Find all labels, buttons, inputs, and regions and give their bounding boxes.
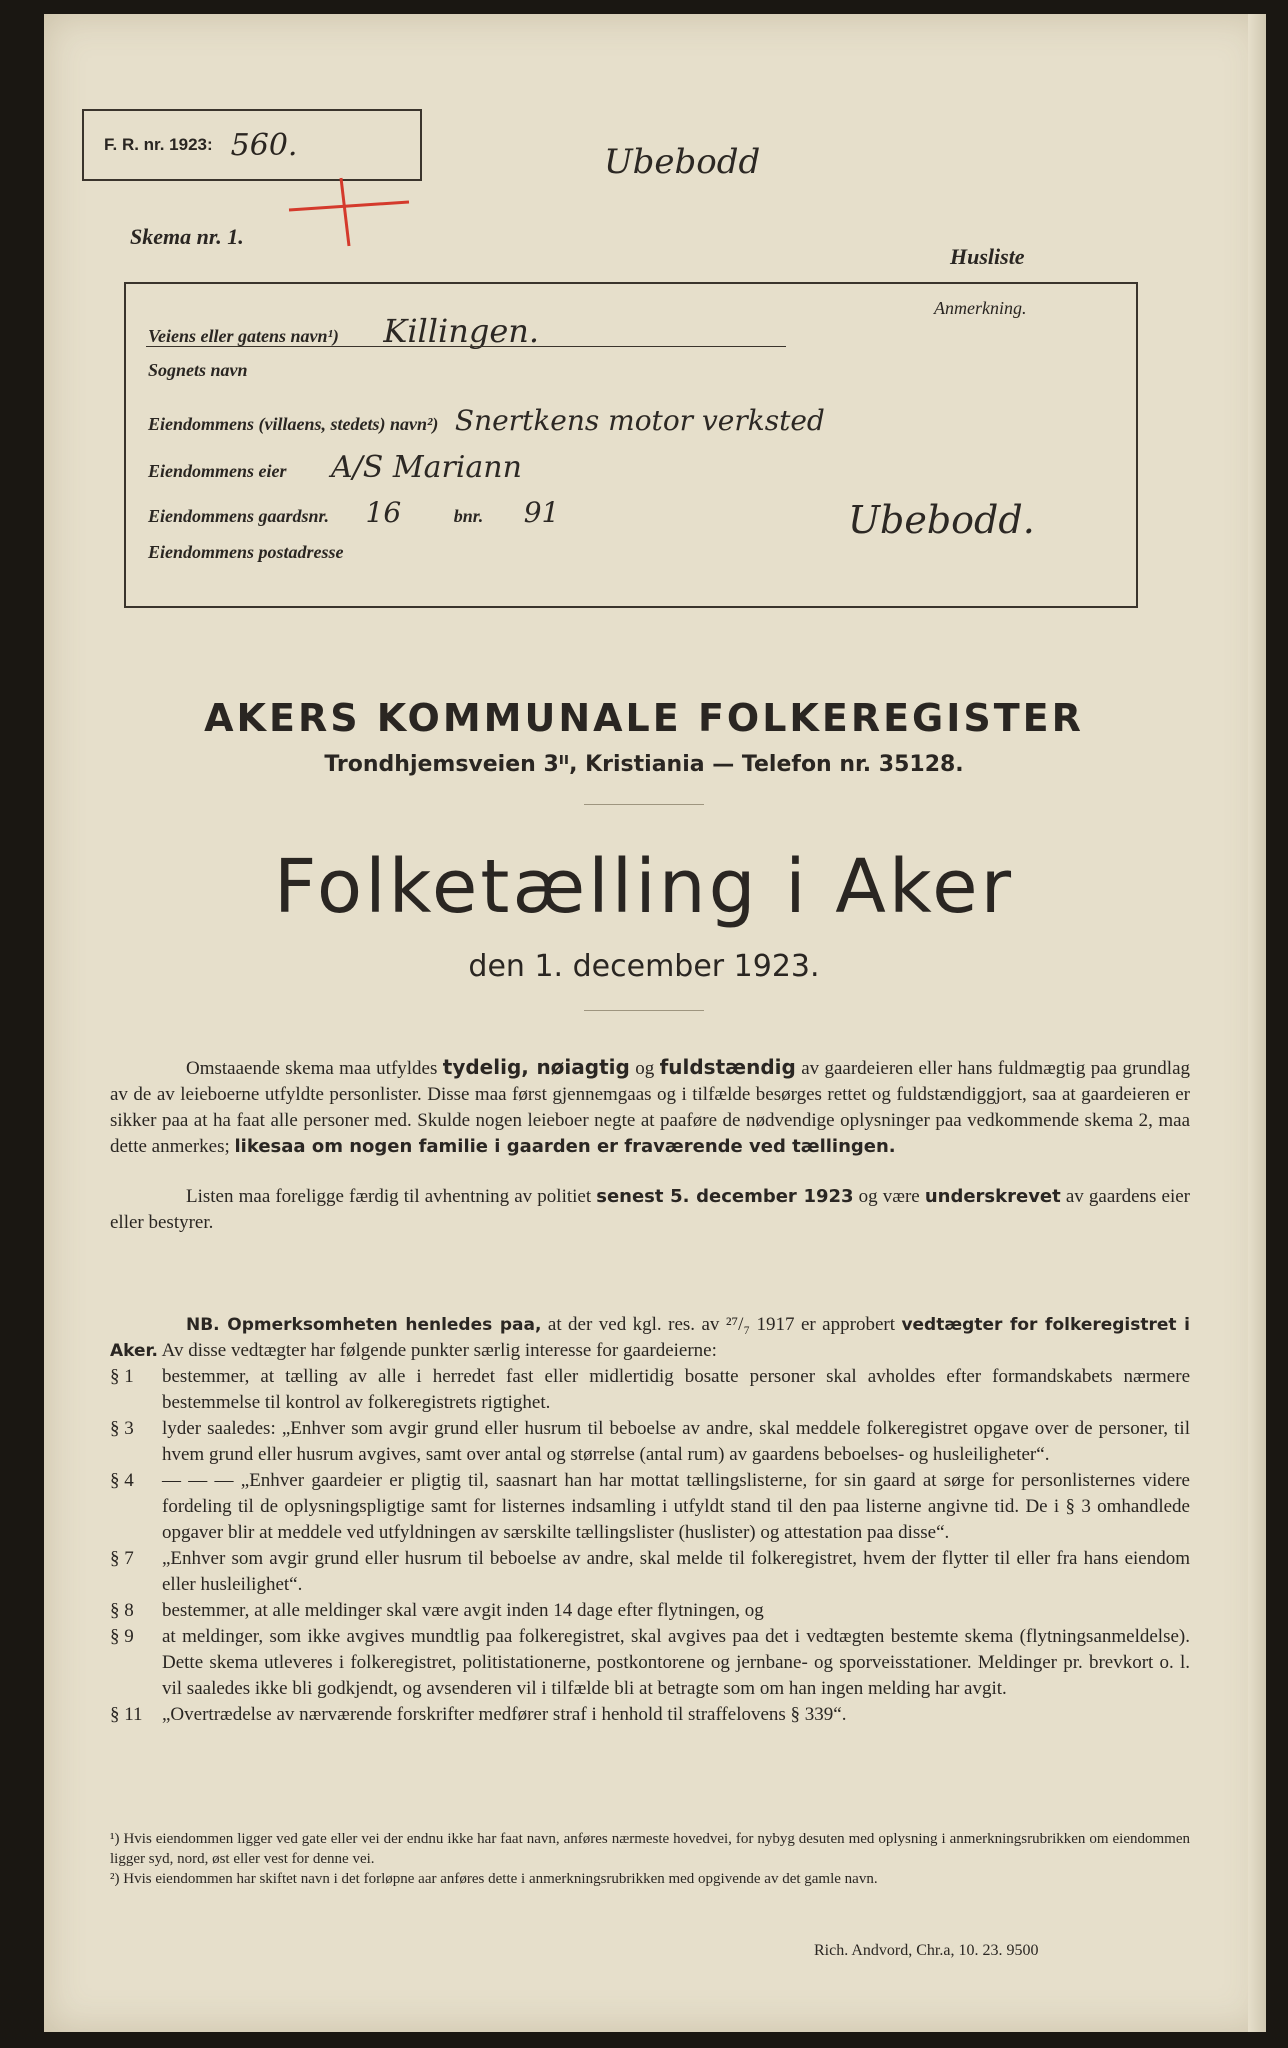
row-value: 16 [365, 496, 402, 529]
emphasis: vedtægter for folkeregistret i Aker. [110, 1315, 1190, 1361]
statute-item [110, 1546, 1190, 1598]
emphasis: fuldstændig [659, 1055, 796, 1079]
text: at der ved kgl. res. av ²⁷/₇ 1917 er approbert [541, 1314, 902, 1335]
skema-label: Skema nr. 1. [130, 224, 244, 249]
emphasis: senest 5. december 1923 [596, 1186, 854, 1207]
statute-text: at meldinger, som ikke avgives mundtlig paa folkeregistret, skal avgives paa det i vedtægten bestemte skema (flytningsanmeldelse). Dette skema utleveres i folkeregistret, politistationerne, postkontorene og jernbane- og sporveisstationer. Meldinger pr. brevkort o. l. vil saaledes ikke bli godkjendt, og avsenderen vil i tilfælde bli at betragte som om han ingen melding har avgit. [162, 1626, 1190, 1699]
footnote: ²) Hvis eiendommen har skiftet navn i det forløpne aar anføres dette i anmerkningsrubrikken med opgivende av det gamle navn. [110, 1871, 878, 1887]
top-handwriting: Ubebodd [604, 142, 761, 182]
bnr-value: 91 [523, 496, 560, 529]
red-cross-mark [279, 172, 419, 252]
row-label: Eiendommens eier [148, 461, 287, 481]
text: av gaardeieren eller hans fuldmægtig paa grundlag av de av leieboerne utfyldte personlister. Disse maa først gjennemgaas og i tilfælde besørges rettet og fuldstændiggjort, saa at gaardeieren er sikker paa at ha faat alle personer med. Skulde nogen leieboer negte at paaføre de nødvendige oplysninger paa vedkommende skema 2, maa dette anmerkes; [110, 1058, 1190, 1157]
instructions-paragraph [110, 1054, 1190, 1160]
row-street [148, 312, 539, 350]
row-value: A/S Mariann [331, 450, 522, 485]
emphasis: likesaa om nogen familie i gaarden er fraværende ved tællingen. [234, 1136, 896, 1157]
statute-number: § 1 [110, 1366, 134, 1387]
statute-text: lyder saaledes: „Enhver som avgir grund eller husrum til beboelse av andre, skal meddele folkeregistret opgave over de personer, til hvem grund eller husrum avgives, samt over antal og størrelse (antal rum) av gaardens beboelses- og husleiligheter“. [162, 1418, 1190, 1465]
statute-item [110, 1598, 1190, 1624]
statute-text: „Overtrædelse av nærværende forskrifter medfører straf i henhold til straffelovens § 339“. [162, 1704, 847, 1725]
row-property-name [148, 404, 825, 437]
row-parish [148, 360, 248, 381]
row-postal-address [148, 542, 344, 563]
row-label: Eiendommens postadresse [148, 542, 344, 562]
text: Av disse vedtægter har følgende punkter særlig interesse for gaardeierne: [157, 1340, 717, 1361]
printer-imprint: Rich. Andvord, Chr.a, 10. 23. 9500 [814, 1942, 1039, 1959]
statute-text: „Enhver som avgir grund eller husrum til beboelse av andre, skal melde til folkeregistret, hvem der flytter til eller fra hans eiendom eller husleilighet“. [162, 1548, 1190, 1595]
text: Omstaaende skema maa utfyldes [186, 1058, 443, 1079]
statute-text: bestemmer, at alle meldinger skal være avgit inden 14 dage efter flytningen, og [162, 1600, 764, 1621]
deadline-paragraph [110, 1184, 1190, 1236]
row-label: Veiens eller gatens navn¹) [148, 326, 339, 346]
row-label: Eiendommens (villaens, stedets) navn²) [148, 414, 439, 434]
husliste-label: Husliste [950, 244, 1025, 269]
emphasis: underskrevet [924, 1186, 1061, 1207]
statute-item [110, 1416, 1190, 1468]
anmerkning-value: Ubebodd. [848, 498, 1035, 542]
text: av gaardens eier eller bestyrer. [110, 1186, 1191, 1233]
statute-item [110, 1364, 1190, 1416]
statute-text: — — — „Enhver gaardeier er pligtig til, saasnart han har mottat tællingslisterne, for sin gaard at sørge for personlisternes videre fordeling til de oplysningspligtige samt for listernes indsamling i utfyldt stand til den paa listerne angivne tid. De i § 3 omhandlede opgaver blir at meddele ved utfyldningen av særskilte tællingslister (huslister) og attestation paa disse“. [162, 1470, 1190, 1543]
census-form-page [44, 14, 1266, 2032]
emphasis: tydelig, nøiagtig [442, 1055, 630, 1079]
row-value: Killingen. [383, 312, 540, 350]
footnotes [110, 1829, 1190, 1889]
statute-number: § 7 [110, 1548, 134, 1569]
street-underline [146, 346, 786, 347]
text: og være [853, 1186, 925, 1207]
bnr-label: bnr. [453, 506, 484, 526]
text: og [629, 1058, 660, 1079]
statute-item [110, 1702, 1190, 1728]
statute-text: bestemmer, at tælling av alle i herredet fast eller midlertidig bosatte personer skal avholdes efter formandskabets nærmere bestemmelse til kontrol av folkeregistrets rigtighet. [162, 1366, 1190, 1413]
text: Listen maa foreligge færdig til avhentning av politiet [186, 1186, 597, 1207]
statute-number: § 3 [110, 1418, 134, 1439]
form-number-label: F. R. nr. 1923: [104, 135, 213, 154]
row-value: Snertkens motor verksted [454, 404, 825, 437]
property-box [124, 282, 1138, 608]
org-heading: AKERS KOMMUNALE FOLKEREGISTER [204, 696, 1084, 740]
statute-number: § 8 [110, 1600, 134, 1621]
form-number-value: 560. [230, 127, 298, 163]
form-number-box [82, 109, 422, 181]
divider [584, 1010, 704, 1011]
nb-intro [110, 1312, 1190, 1364]
page-subtitle: den 1. december 1923. [468, 949, 820, 984]
statute-item [110, 1624, 1190, 1702]
statute-number: § 4 [110, 1470, 134, 1491]
row-label: Sognets navn [148, 360, 248, 380]
anmerkning-label: Anmerkning. [934, 298, 1027, 318]
statute-item [110, 1468, 1190, 1546]
statute-number: § 11 [110, 1704, 143, 1725]
page-title: Folketælling i Aker [273, 844, 1015, 930]
row-label: Eiendommens gaardsnr. [148, 506, 330, 526]
footnote: ¹) Hvis eiendommen ligger ved gate eller vei der endnu ikke har faat navn, anføres nærmeste hovedvei, for nybyg desuten med oplysning i anmerkningsrubrikken om eiendommen ligger syd, nord, øst eller vest for denne vei. [110, 1831, 1190, 1867]
row-farm-number [148, 496, 559, 529]
row-owner [148, 450, 522, 485]
org-address: Trondhjemsveien 3ᴵᴵ, Kristiania — Telefon nr. 35128. [324, 752, 964, 777]
statute-number: § 9 [110, 1626, 134, 1647]
divider [584, 804, 704, 805]
paper-edge [1248, 14, 1266, 2032]
emphasis: NB. Opmerksomheten henledes paa, [186, 1315, 542, 1335]
nb-section [110, 1312, 1190, 1728]
